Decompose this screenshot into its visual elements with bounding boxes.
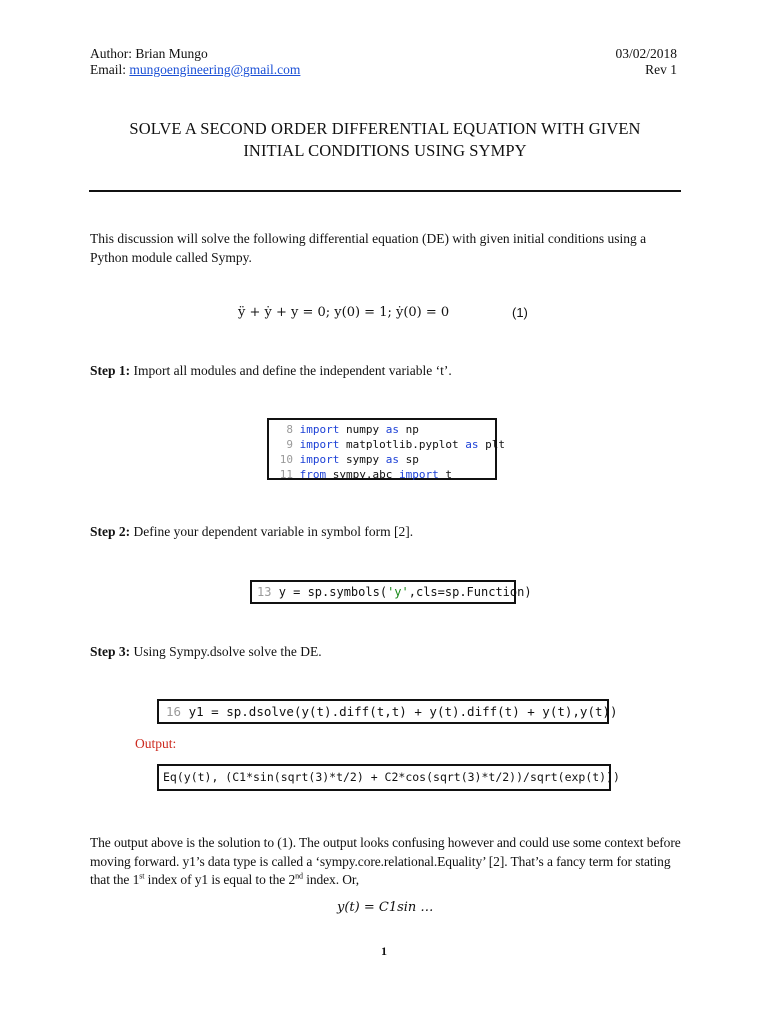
page-title <box>90 118 680 162</box>
solution-equation: y(t) = C1sin … <box>337 900 434 915</box>
step-1-text: Import all modules and define the independent variable ‘t’. <box>130 363 452 378</box>
line-number: 8 <box>286 423 293 436</box>
code-text: np <box>398 423 419 436</box>
author-line: Author: Brian Mungo <box>90 46 208 61</box>
code-text: plt <box>478 438 505 451</box>
equation-1: ÿ + ẏ + y = 0; y(0) = 1; ẏ(0) = 0 <box>238 305 450 320</box>
title-line-2: INITIAL CONDITIONS USING SYMPY <box>243 141 527 160</box>
symbol-code-block <box>250 580 532 604</box>
line-number: 11 <box>279 468 293 481</box>
closing-text-1: The output above is the solution to (1). The output looks confusing however and could use some context before moving forward. y1’s data type is called a ‘sympy.core.relational.Equality’ [2]. That’s a fancy term for stating that the 1 <box>90 835 681 887</box>
line-number: 16 <box>166 704 182 719</box>
title-line-1: SOLVE A SECOND ORDER DIFFERENTIAL EQUATION WITH GIVEN <box>129 119 641 138</box>
line-number: 9 <box>286 438 293 451</box>
keyword: import <box>299 438 340 451</box>
superscript-nd: nd <box>295 871 303 881</box>
code-text: t <box>438 468 452 481</box>
output-block <box>157 764 620 791</box>
code-line <box>275 422 495 437</box>
keyword: import <box>299 423 340 436</box>
step-1-paragraph <box>90 362 682 381</box>
keyword: as <box>465 438 479 451</box>
code-text: y = sp.symbols( <box>278 585 388 599</box>
code-text: y1 = sp.dsolve(y(t).diff(t,t) + y(t).diff(t) + y(t),y(t)) <box>188 704 618 719</box>
code-text: sp <box>398 453 419 466</box>
keyword: as <box>385 423 399 436</box>
code-line <box>166 704 618 719</box>
closing-text-2: index of y1 is equal to the 2 <box>144 872 296 887</box>
step-1-label: Step 1: <box>90 363 131 378</box>
title-divider <box>89 190 681 192</box>
email-line <box>90 62 300 78</box>
code-text: matplotlib.pyplot <box>339 438 466 451</box>
header-left <box>90 46 300 78</box>
code-text: ,cls=sp.Function) <box>408 585 532 599</box>
code-line <box>275 452 495 467</box>
revision: Rev 1 <box>645 62 677 77</box>
output-text: Eq(y(t), (C1*sin(sqrt(3)*t/2) + C2*cos(sqrt(3)*t/2))/sqrt(exp(t))) <box>163 770 620 784</box>
step-2-label: Step 2: <box>90 524 131 539</box>
closing-paragraph <box>90 834 682 890</box>
code-text: numpy <box>339 423 386 436</box>
date: 03/02/2018 <box>615 46 677 61</box>
closing-text-3: index. Or, <box>302 872 360 887</box>
equation-number: (1) <box>512 305 528 320</box>
output-label: Output: <box>135 736 177 751</box>
code-string: 'y' <box>387 585 409 599</box>
superscript-st: st <box>139 871 145 881</box>
code-text: sympy.abc <box>326 468 399 481</box>
code-text: sympy <box>339 453 386 466</box>
step-3-label: Step 3: <box>90 644 131 659</box>
keyword: from <box>299 468 327 481</box>
email-link[interactable]: mungoengineering@gmail.com <box>129 62 301 77</box>
intro-paragraph: This discussion will solve the following differential equation (DE) with given initial conditions using a Python module called Sympy. <box>90 231 647 265</box>
import-code-block <box>267 418 505 481</box>
step-2-text: Define your dependent variable in symbol form [2]. <box>130 524 414 539</box>
header-right <box>615 46 677 78</box>
dsolve-code-block <box>157 699 618 724</box>
keyword: import <box>299 453 340 466</box>
email-label: Email: <box>90 62 126 77</box>
page-number: 1 <box>381 944 387 958</box>
keyword: import <box>398 468 439 481</box>
code-line <box>257 585 532 600</box>
line-number: 10 <box>279 453 293 466</box>
step-2-paragraph <box>90 523 682 542</box>
keyword: as <box>385 453 399 466</box>
code-line <box>275 437 505 452</box>
code-line <box>275 467 495 482</box>
step-3-paragraph <box>90 643 682 662</box>
step-3-text: Using Sympy.dsolve solve the DE. <box>130 644 322 659</box>
line-number: 13 <box>257 585 272 599</box>
